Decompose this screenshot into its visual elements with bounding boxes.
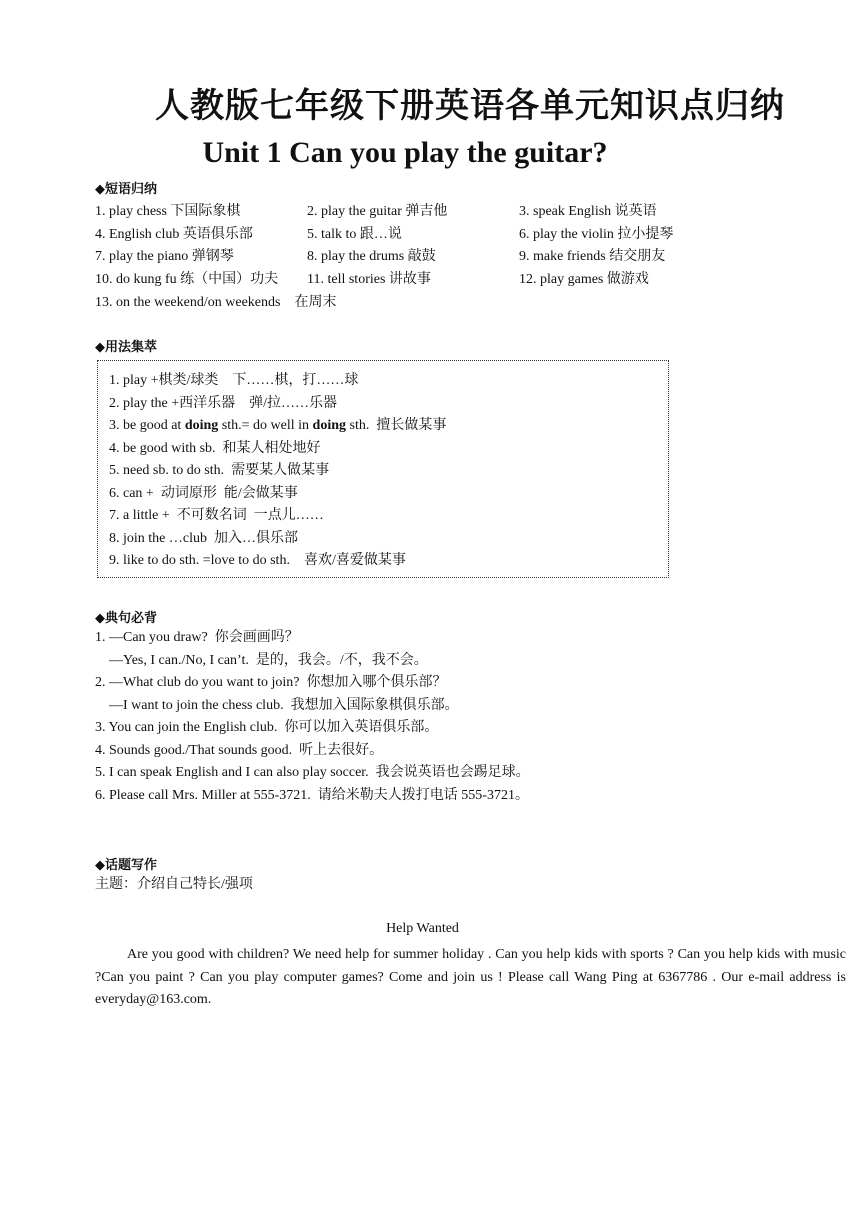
sentence-line: 5. I can speak English and I can also play soccer. 我会说英语也会踢足球。	[95, 765, 530, 780]
sentence-line: —I want to join the chess club. 我想加入国际象棋俱乐部。	[95, 697, 459, 713]
sentence-line: 2. —What club do you want to join? 你想加入哪个俱乐部？	[95, 675, 447, 690]
phrase-item: 11. tell stories 讲故事	[307, 272, 431, 288]
unit-title: Unit 1 Can you play the guitar?	[202, 136, 608, 169]
phrase-row	[95, 199, 795, 222]
section-heading-writing: ◆话题写作	[95, 858, 157, 873]
section-heading-usage: ◆用法集萃	[95, 340, 157, 355]
phrase-row	[95, 267, 795, 290]
section-heading-sentences: ◆典句必背	[95, 611, 157, 626]
phrase-row	[95, 222, 795, 245]
essay-heading: Help Wanted	[386, 921, 459, 936]
usage-item: 4. be good with sb. 和某人相处地好	[109, 440, 321, 456]
document-title: 人教版七年级下册英语各单元知识点归纳	[155, 86, 785, 126]
section-heading-phrases: ◆短语归纳	[95, 182, 157, 197]
usage-item: 6. can + 动词原形 能/会做某事	[109, 485, 298, 501]
usage-item	[109, 414, 446, 434]
usage-box	[97, 360, 669, 578]
phrase-item: 7. play the piano 弹钢琴	[95, 249, 234, 265]
phrase-item: 6. play the violin 拉小提琴	[519, 226, 674, 242]
phrase-item: 5. talk to 跟…说	[307, 226, 402, 242]
sentence-line: 3. You can join the English club. 你可以加入英语俱乐部。	[95, 720, 439, 735]
usage-text: sth.= do well in	[218, 418, 313, 433]
usage-item: 2. play the +西洋乐器 弹/拉……乐器	[109, 395, 337, 411]
usage-keyword: doing	[312, 418, 346, 433]
phrase-item: 4. English club 英语俱乐部	[95, 226, 253, 242]
phrase-item: 3. speak English 说英语	[519, 204, 657, 220]
sentence-line: 1. —Can you draw? 你会画画吗？	[95, 630, 299, 645]
phrase-item: 13. on the weekend/on weekends 在周末	[95, 294, 337, 310]
phrase-item: 10. do kung fu 练（中国）功夫	[95, 272, 279, 288]
usage-item: 9. like to do sth. =love to do sth. 喜欢/喜爱做某事	[109, 553, 406, 568]
usage-text: 3. be good at	[109, 418, 185, 433]
writing-topic: 主题：介绍自己特长/强项	[95, 877, 253, 892]
usage-keyword: doing	[184, 418, 219, 433]
phrase-row	[95, 289, 795, 312]
sentence-line: 6. Please call Mrs. Miller at 555-3721. 请给米勒夫人拨打电话 555-3721。	[95, 787, 529, 803]
usage-item: 8. join the …club 加入…俱乐部	[109, 530, 298, 546]
phrase-row	[95, 244, 795, 267]
usage-text: sth. 擅长做某事	[346, 418, 447, 433]
sentence-line: 4. Sounds good./That sounds good. 听上去很好。	[95, 742, 384, 758]
usage-item: 5. need sb. to do sth. 需要某人做某事	[109, 463, 330, 478]
phrase-item: 2. play the guitar 弹吉他	[307, 204, 448, 220]
phrase-item: 8. play the drums 敲鼓	[307, 249, 436, 265]
phrase-item: 12. play games 做游戏	[519, 272, 649, 288]
usage-item: 7. a little + 不可数名词 一点儿……	[109, 508, 324, 523]
phrase-item: 9. make friends 结交朋友	[519, 249, 666, 265]
phrase-item: 1. play chess 下国际象棋	[95, 204, 241, 220]
essay-body: Are you good with children? We need help for summer holiday . Can you help kids with sports ? Can you help kids with music ?Can you paint ? Can you play computer games? Come and join us ! Please call Wang Ping at 6367786 . Our e-mail address is everyday@163.com.	[95, 947, 846, 1007]
usage-item: 1. play +棋类/球类 下……棋，打……球	[109, 373, 359, 388]
sentence-line: —Yes, I can./No, I can’t. 是的，我会。/不，我不会。	[95, 652, 428, 668]
phrase-grid	[95, 199, 795, 312]
